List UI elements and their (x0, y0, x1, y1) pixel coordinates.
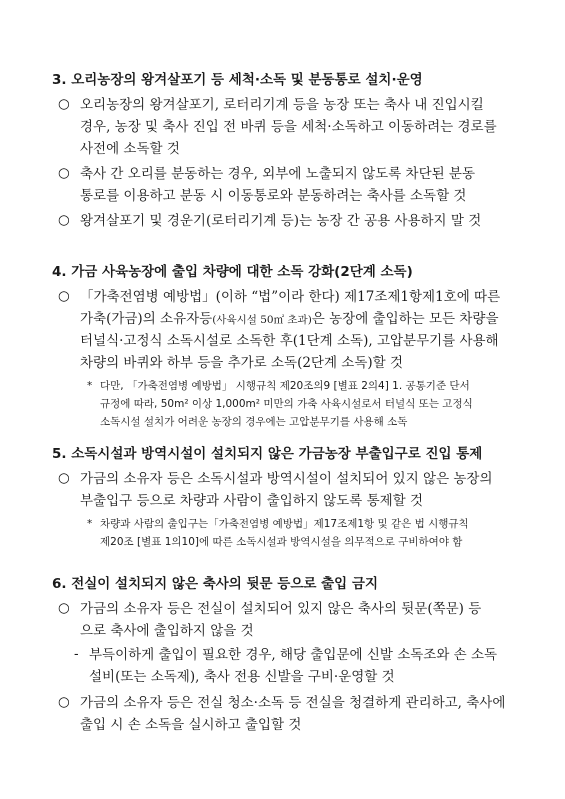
bullet: ○ (58, 470, 70, 486)
paragraph-line: 부득이하게 출입이 필요한 경우, 해당 출입문에 신발 소독조와 손 소독 (89, 647, 498, 663)
dash-marker: - (74, 646, 79, 662)
paragraph-line: 오리농장의 왕겨살포기, 로터리기계 등을 농장 또는 축사 내 진입시킬 (80, 97, 484, 113)
note-line: 차량과 사람의 출입구는「가축전염병 예방법」제17조제1항 및 같은 법 시행규칙 (100, 518, 469, 530)
paragraph-line: 축사 간 오리를 분동하는 경우, 외부에 노출되지 않도록 차단된 분동 (80, 166, 476, 182)
note-marker: * (87, 380, 93, 392)
paragraph-line: 통로를 이용하고 분동 시 이동통로와 분동하려는 축사를 소독할 것 (80, 188, 467, 204)
bullet: ○ (58, 600, 70, 616)
paragraph-line (80, 310, 499, 329)
section-5-heading: 5. 소독시설과 방역시설이 설치되지 않은 가금농장 부출입구로 진입 통제 (52, 446, 483, 462)
paragraph-line: 가금의 소유자 등은 전실 청소·소독 등 전실을 청결하게 관리하고, 축사에 (80, 695, 506, 711)
text-fragment: 은 농장에 출입하는 모든 차량을 (311, 311, 499, 327)
paragraph-line: 「가축전염병 예방법」(이하 “법”이라 한다) 제17조제1항제1호에 따른 (80, 289, 501, 305)
section-3-heading: 3. 오리농장의 왕겨살포기 등 세척·소독 및 분동통로 설치·운영 (52, 72, 423, 88)
bullet: ○ (58, 288, 70, 304)
note-line: 규정에 따라, 50m² 이상 1,000m² 미만의 가축 사육시설로서 터널식 또는 고정식 (100, 398, 473, 410)
note-marker: * (87, 518, 93, 530)
bullet: ○ (58, 694, 70, 710)
paragraph-line: 가금의 소유자 등은 전실이 설치되어 있지 않은 축사의 뒷문(쪽문) 등 (80, 601, 482, 617)
paragraph-line: 으로 축사에 출입하지 않을 것 (80, 623, 254, 639)
bullet: ○ (58, 165, 70, 181)
paragraph-line: 경우, 농장 및 축사 진입 전 바퀴 등을 세척·소독하고 이동하려는 경로를 (80, 119, 497, 135)
paragraph-line: 가금의 소유자 등은 소독시설과 방역시설이 설치되어 있지 않은 농장의 (80, 471, 493, 487)
note-line: 소독시설 설치가 어려운 농장의 경우에는 고압분무기를 사용해 소독 (100, 416, 408, 428)
paragraph-line: 왕겨살포기 및 경운기(로터리기계 등)는 농장 간 공용 사용하지 말 것 (80, 213, 482, 229)
bullet: ○ (58, 96, 70, 112)
bullet: ○ (58, 212, 70, 228)
paragraph-line: 사전에 소독할 것 (80, 141, 180, 157)
section-4-heading: 4. 가금 사육농장에 출입 차량에 대한 소독 강화(2단계 소독) (52, 264, 413, 280)
paragraph-line: 차량의 바퀴와 하부 등을 추가로 소독(2단계 소독)할 것 (80, 355, 404, 371)
note-line: 제20조 [별표 1의10]에 따른 소독시설과 방역시설을 의무적으로 구비하여야 함 (100, 536, 463, 548)
text-fragment: 가축(가금)의 소유자등 (80, 311, 213, 327)
section-6-heading: 6. 전실이 설치되지 않은 축사의 뒷문 등으로 출입 금지 (52, 576, 378, 592)
note-line: 다만, 「가축전염병 예방법」 시행규칙 제20조의9 [별표 2의4] 1. 공통기준 단서 (100, 380, 470, 392)
paragraph-line: 출입 시 손 소독을 실시하고 출입할 것 (80, 717, 302, 733)
paragraph-line: 터널식·고정식 소독시설로 소독한 후(1단계 소독), 고압분무기를 사용해 (80, 333, 499, 349)
inline-note: (사육시설 50㎡ 초과) (212, 314, 312, 326)
paragraph-line: 설비(또는 소독제), 축사 전용 신발을 구비·운영할 것 (89, 669, 395, 685)
paragraph-line: 부출입구 등으로 차량과 사람이 출입하지 않도록 통제할 것 (80, 493, 424, 509)
